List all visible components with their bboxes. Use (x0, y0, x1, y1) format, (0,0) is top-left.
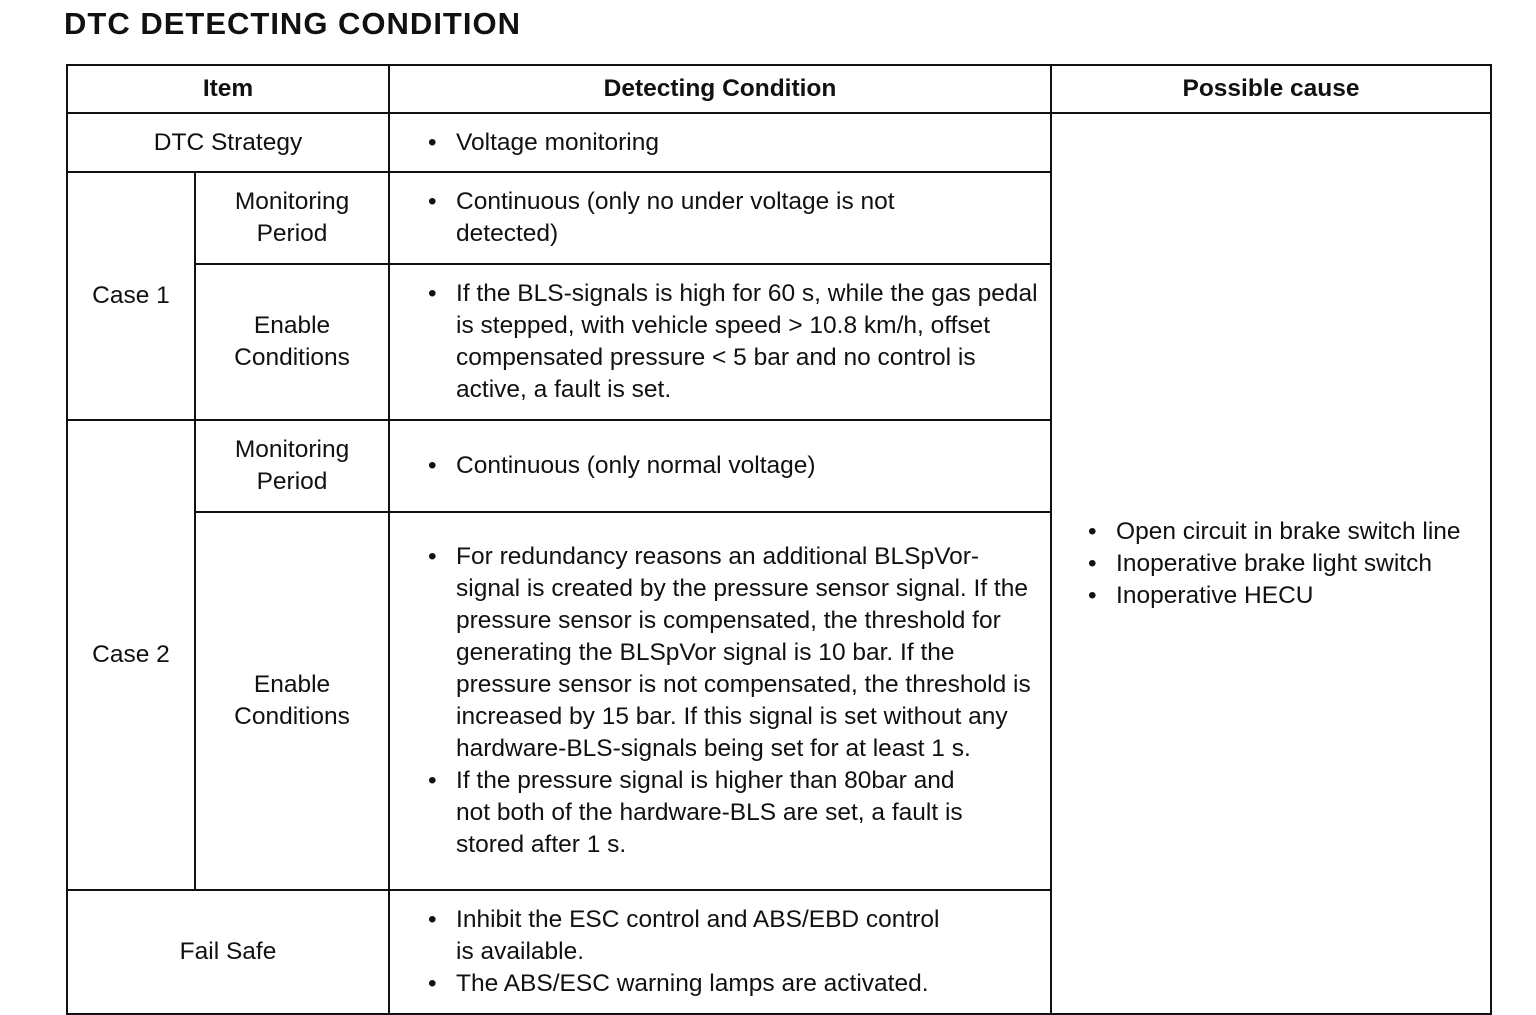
case2-enable-label: Enable Conditions (195, 512, 389, 890)
case2-label: Case 2 (67, 420, 195, 890)
table-row-strategy (67, 113, 1491, 172)
fail-safe-condition: • Inhibit the ESC control and ABS/EBD control is available. (428, 904, 1040, 968)
header-detecting-condition: Detecting Condition (389, 65, 1051, 113)
case1-monitoring-condition: • Continuous (only no under voltage is not detected) (428, 186, 940, 250)
strategy-label: DTC Strategy (67, 113, 389, 172)
possible-cause-cell (1051, 113, 1491, 1014)
case2-enable-condition: • For redundancy reasons an additional BLSpVor-signal is created by the pressure sensor signal. If the pressure sensor is compensated, the threshold for generating the BLSpVor signal is 10 bar. If the pressure sensor is not compensated, the threshold is increased by 15 bar. If this signal is set without any hardware-BLS-signals being set for at least 1 s. (428, 541, 1040, 765)
case2-monitoring-label: Monitoring Period (195, 420, 389, 512)
case1-enable-condition: • If the BLS-signals is high for 60 s, while the gas pedal is stepped, with vehicle speed > 10.8 km/h, offset compensated pressure < 5 bar and no control is active, a fault is set. (428, 278, 1040, 406)
case2-monitoring-cell (389, 420, 1051, 512)
case2-monitoring-condition: • Continuous (only normal voltage) (428, 450, 1040, 482)
strategy-condition-cell (389, 113, 1051, 172)
case1-enable-label: Enable Conditions (195, 264, 389, 420)
case1-monitoring-cell (389, 172, 1051, 264)
fail-safe-label: Fail Safe (67, 890, 389, 1014)
fail-safe-condition: • The ABS/ESC warning lamps are activated. (428, 968, 1040, 1000)
page-title: DTC DETECTING CONDITION (64, 6, 521, 41)
fail-safe-cell (389, 890, 1051, 1014)
case1-label: Case 1 (67, 172, 195, 420)
possible-cause-item: • Inoperative brake light switch (1088, 548, 1490, 580)
possible-cause-item: • Open circuit in brake switch line (1088, 516, 1490, 548)
strategy-condition: • Voltage monitoring (428, 127, 1040, 159)
case2-enable-condition: • If the pressure signal is higher than 80bar and not both of the hardware-BLS are set, a fault is stored after 1 s. (428, 765, 1040, 861)
header-possible-cause: Possible cause (1051, 65, 1491, 113)
header-row (67, 65, 1491, 113)
case2-enable-cell (389, 512, 1051, 890)
possible-cause-item: • Inoperative HECU (1088, 580, 1490, 612)
header-item: Item (67, 65, 389, 113)
case1-monitoring-label: Monitoring Period (195, 172, 389, 264)
dtc-condition-table (66, 64, 1492, 1015)
case1-enable-cell (389, 264, 1051, 420)
